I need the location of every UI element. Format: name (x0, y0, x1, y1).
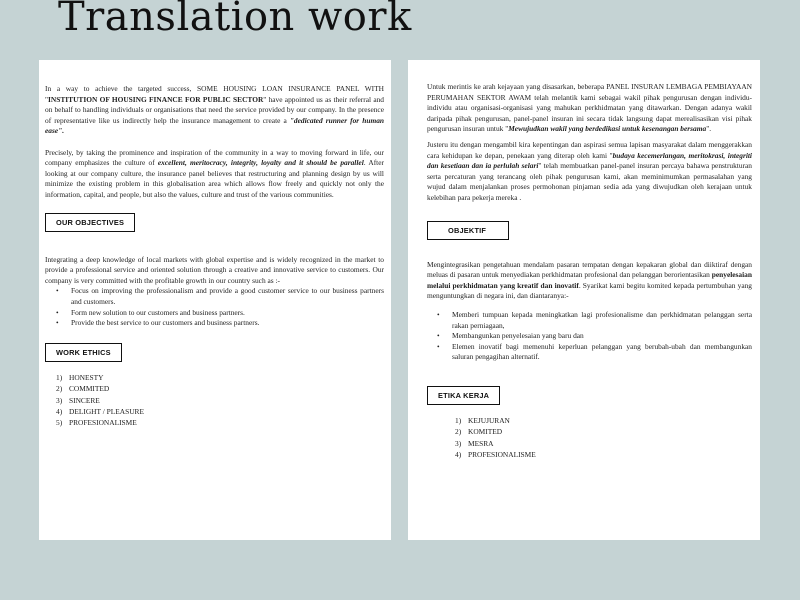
list-number: 5) (56, 418, 63, 428)
objektif-paragraph (427, 260, 752, 302)
list-item: • Elemen inovatif bagi memenuhi keperluan pelanggan yang berubah-ubah dan membangunkan saluran pengagihan alternatif. (452, 342, 752, 363)
intro-paragraph-malay (427, 82, 752, 135)
page-title: Translation work (58, 0, 412, 40)
objektif-list (427, 310, 752, 363)
text-run: Justeru itu dengan mengambil kira kepentingan dan aspirasi semua lapisan masyarakat dalam menggerakkan cara kehidupan ke depan, penekaan yang diterap oleh kami " (427, 139, 752, 160)
objectives-list (45, 286, 384, 328)
list-item (56, 406, 384, 417)
list-label: MESRA (468, 438, 494, 448)
list-label: SINCERE (69, 395, 100, 405)
list-item (455, 426, 752, 437)
text-run: " telah membuatkan panel-panel insuran percaya bahawa penstrukturan serta percaturan yang terancang oleh pihak pengurusan kami, akan meminimumkan permasalahan yang wujud dalam menjalankan proses permohonan pinjaman sedia ada yang diwujudkan oleh kerajaan untuk kelebihan para pekerja mereka . (427, 161, 752, 202)
culture-paragraph-malay (427, 140, 752, 204)
list-number: 1) (455, 415, 462, 425)
objectives-heading: OUR OBJECTIVES (45, 213, 135, 232)
work-ethics-heading: WORK ETHICS (45, 343, 122, 362)
list-item: • Provide the best service to our customers and business partners. (71, 318, 384, 329)
list-item: • Focus on improving the professionalism and provide a good customer service to our business partners and customers. (71, 286, 384, 307)
text-run: INSTITUTION OF HOUSING FINANCE FOR PUBLIC SECTOR (48, 94, 264, 104)
intro-paragraph (45, 84, 384, 137)
text-run: In a way to achieve the targeted success, SOME HOUSING LOAN INSURANCE PANEL WITH " (45, 84, 384, 104)
list-number: 3) (56, 395, 63, 405)
text-run: . Syarikat kami begitu komited kepada pertumbuhan yang menguntungkan di negara ini, dan diantaranya:- (427, 280, 752, 301)
text-run: ". (706, 124, 712, 134)
text-run: Mewujudkan wakil yang berdedikasi untuk kesenangan bersama (508, 124, 707, 134)
text-run: Untuk merintis ke arah kejayaan yang disasarkan, beberapa PANEL INSURAN LEMBAGA PEMBIAYAAN PERUMAHAN SEKTOR AWAM telah melantik kami sebagai wakil pihak pengurusan dengan individu-individu atau organisasi-organisasi yang mahukan perkhidmatan yang ditawarkan. Dengan adanya wakil daripada pihak pengurusan, panel-panel insuran ini secara tidak langsung dapat merealisasikan visi pihak pengurusan insuran untuk " (427, 82, 752, 134)
list-item (56, 395, 384, 406)
work-ethics-list (45, 372, 384, 429)
list-label: HONESTY (69, 372, 104, 382)
list-label: KOMITED (468, 427, 503, 437)
list-item (455, 449, 752, 460)
culture-paragraph (45, 148, 384, 201)
etika-kerja-heading: ETIKA KERJA (427, 386, 500, 405)
text-run: . After looking at our company culture, the insurance panel believes that restructuring and planning design by us will minimize the existing problem in this globalisation area which allows flow freely and quickly not only the information, capital, and people, but also the values, culture and trust of the various communities. (45, 158, 384, 199)
list-item: • Form new solution to our customers and business partners. (71, 308, 384, 319)
text-run: Mengintegrasikan pengetahuan mendalam pasaran tempatan dengan kepakaran global dan diiktiraf dengan meluas di pasaran untuk menyediakan perkhidmatan profesional dan pelanggan berorientasikan (427, 259, 752, 280)
list-label: PROFESIONALISME (69, 418, 137, 428)
list-label: DELIGHT / PLEASURE (69, 406, 144, 416)
list-item (56, 417, 384, 428)
list-item: • Membangunkan penyelesaian yang baru dan (452, 331, 752, 342)
text-run: excellent, meritocracy, integrity, loyalty and it should be parallel (157, 158, 364, 168)
text-run: budaya kecemerlangan, meritokrasi, integriti dan kesetiaan dan ia perlulah selari (427, 150, 752, 171)
objektif-heading: OBJEKTIF (427, 221, 509, 240)
list-number: 4) (455, 450, 462, 460)
text-run: " have appointed us as their referral and on behalf to handling individuals or organisations that need the service provided by our company. In the presence of representative like us indirectly help the insurance management to create a (45, 94, 384, 125)
list-label: PROFESIONALISME (468, 450, 536, 460)
text-run: Precisely, by taking the prominence and inspiration of the community in a way to moving forward in life, our company emphasizes the culture of (45, 147, 384, 168)
list-item: • Memberi tumpuan kepada meningkatkan lagi profesionalisme dan perkhidmatan pelanggan serta rakan perniagaan, (452, 310, 752, 331)
etika-kerja-list (427, 415, 752, 461)
list-number: 2) (455, 427, 462, 437)
list-number: 2) (56, 384, 63, 394)
text-run: "dedicated runner for human ease". (45, 115, 384, 136)
list-number: 1) (56, 372, 63, 382)
text-run: penyelesaian melalui perkhidmatan yang kreatif dan inovatif (427, 270, 752, 290)
objectives-paragraph: Integrating a deep knowledge of local markets with global expertise and is widely recognized in the market to provide a professional service and oriented solution through a creative and innovative service to customers. Our company is very committed with the profitable growth in our country such as :- (45, 254, 384, 285)
list-item (455, 438, 752, 449)
list-item (455, 415, 752, 426)
list-label: COMMITED (69, 384, 110, 394)
list-number: 3) (455, 438, 462, 448)
list-label: KEJUJURAN (468, 415, 510, 425)
list-item (56, 372, 384, 383)
malay-page (408, 60, 760, 540)
list-number: 4) (56, 406, 63, 416)
english-page (39, 60, 391, 540)
list-item (56, 383, 384, 394)
